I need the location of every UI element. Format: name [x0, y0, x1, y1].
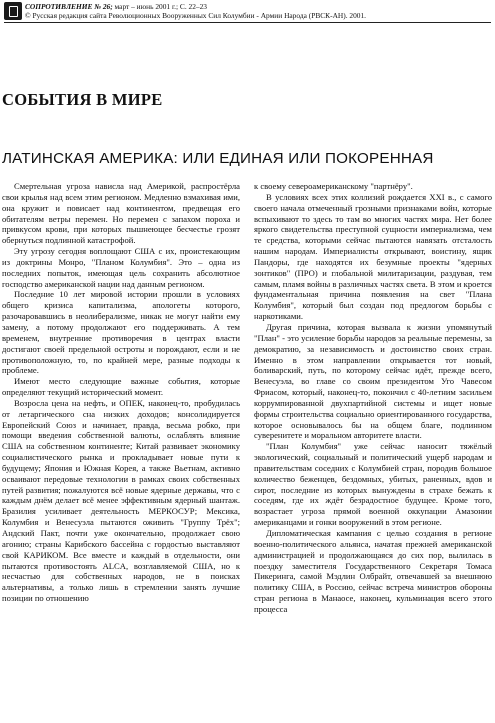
article-title: ЛАТИНСКАЯ АМЕРИКА: ИЛИ ЕДИНАЯ ИЛИ ПОКОРЕННАЯ — [2, 150, 434, 167]
paragraph: Возросла цена на нефть, и ОПЕК, наконец-то, пробудилась от летаргического сна низких доходов; консолидируется Европейский Союз и начинает, правда, весьма робко, при помощи введения собственной валюты, ослаблять влияние США на собственном континенте; Китай развивает экономику социалистического рынка и прокладывает новые пути к будущему; Япония и Южная Корея, а также Вьетнам, активно осваивают передовые технологии в рамках своих собственных путей развития; пожалуются всё новые ядерные державы, что с каждым днём делает всё менее эффективным ядерный шантаж. Бразилия усиливает деятельность МЕРКОСУР; Мексика, Колумбия и Венесуэла пытаются оживить "Группу Трёх"; Андский Пакт, почти уже окончательно, продолжает свою агонию; страны Карибского бассейна с гордостью выставляют свой КАРИКОМ. Все вместе и каждый в отдельности, они пытаются противостоять ALCA, возглавляемой США, но к несчастью для собственных народов, не в поисках альтернативы, а только лишь в стремлении занять лучшие позиции по отношению — [2, 397, 240, 604]
publication-name: СОПРОТИВЛЕНИЕ № 26; — [25, 2, 113, 11]
copyright-notice: © Русская редакция сайта Революционных Вооруженных Сил Колумбии - Армии Народа (РВСК-АН). 2001. — [25, 11, 367, 20]
paragraph: Эту угрозу сегодня воплощают США с их, проистекающим из доктрины Монро, "Планом Колумбия". Это – одна из последних попыток, имеющая цель сохранить абсолютное господство американской нации над данным регионом. — [2, 246, 240, 289]
article-right-column — [254, 181, 492, 721]
document-header — [4, 2, 491, 23]
paragraph: Другая причина, которая вызвала к жизни упомянутый "План" - это усиление борьбы народов за реальные перемены, за демократию, за независимость и достоинство своих стран. Именно в этом направлении открывается тот новый, боливарский, путь, по которому сейчас идёт, прежде всего, Венесуэла, во главе со своим президентом Уго Чавесом Фриасом, который, наконец-то, покончил с 40-летним засильем коррумпированной двухпартийной системы и ищет новые формы строительства социально ориентированного государства, которое основывалось бы на общем благе, подлинном суверенитете и моральном авторитете власти. — [254, 321, 492, 441]
paragraph-continuation: к своему североамериканскому "партнёру". — [254, 181, 413, 191]
paragraph: Смертельная угроза нависла над Америкой, распростёрла свои крылья над всем этим регионом. Медленно взмахивая ими, она кружит и повисает над континентом, предвещая его обитателям ветры перемен. Но перемен с запахом пороха и привкусом крови, при которых пышнеющее бесчестье грозят обернуться подлинной катастрофой. — [2, 181, 240, 246]
article-left-column — [2, 181, 240, 721]
section-title: СОБЫТИЯ В МИРЕ — [2, 90, 163, 109]
paragraph: В условиях всех этих коллизий рождается XXI в., с самого своего начала отмеченный грозными признаками войн, которые вспыхивают то здесь то там во многих частях мира. Нет более яркого свидетельства преступной сущности империализма, чем те средства, которыми сейчас пытаются навязать отсталость нашим народам. Империалисты открывают, воистину, ящик Пандоры, где находятся их безумные проекты "ядерных зонтиков" (ПРО) и глобальной милитаризации, раздувая, тем самым, пламя войны в различных частях света. В этом и кроется фундаментальная причина появления на свет "Плана Колумбия", который был создан под предлогом борьбы с наркотиками. — [254, 191, 492, 322]
paragraph: "План Колумбия" уже сейчас наносит тяжёлый экологический, социальный и политический ущерб народам и правительствам соседних с Колумбией стран, породив большое количество беженцев, бездомных, убитых, раненных, вдов и сирот, последние из которых вынуждены в страхе бежать к соседям, где их ждёт безрадостное будущее. Кроме того, возрастает угроза прямой военной оккупации Амазонии американцами и гонки вооружений в этом регионе. — [254, 441, 492, 528]
paragraph: Имеют место следующие важные события, которые определяют текущий исторический момент. — [2, 376, 240, 398]
paragraph: Последние 10 лет мировой истории прошли в условиях общего кризиса капитализма, апологеты которого, разочаровавшись в неолиберализме, никак не могут найти ему замену, а потому продолжают его поддерживать. А тем временем, внутренние противоречия в центрах власти достигают своей предельной остроты и порождают, если и не противоположную, то, по крайней мере, разные подходы к проблеме. — [2, 289, 240, 376]
publication-info — [25, 2, 207, 11]
paragraph: Дипломатическая кампания с целью создания в регионе военно-политического альянса, начатая прежней американской администрацией и продолжающаяся до сих пор, вылилась в поездку заместителя Государственного Секретаря Томаса Пикеринга, самой Мэдлин Олбрайт, отвечавшей за внешнюю политику США, в Россию, сейчас встреча министров обороны стран региона в Манаосе, наконец, кульминация всего этого процесса — [254, 528, 492, 614]
issue-details: март – июнь 2001 г.; С. 22–23 — [112, 2, 208, 11]
publication-logo-icon — [4, 2, 22, 20]
